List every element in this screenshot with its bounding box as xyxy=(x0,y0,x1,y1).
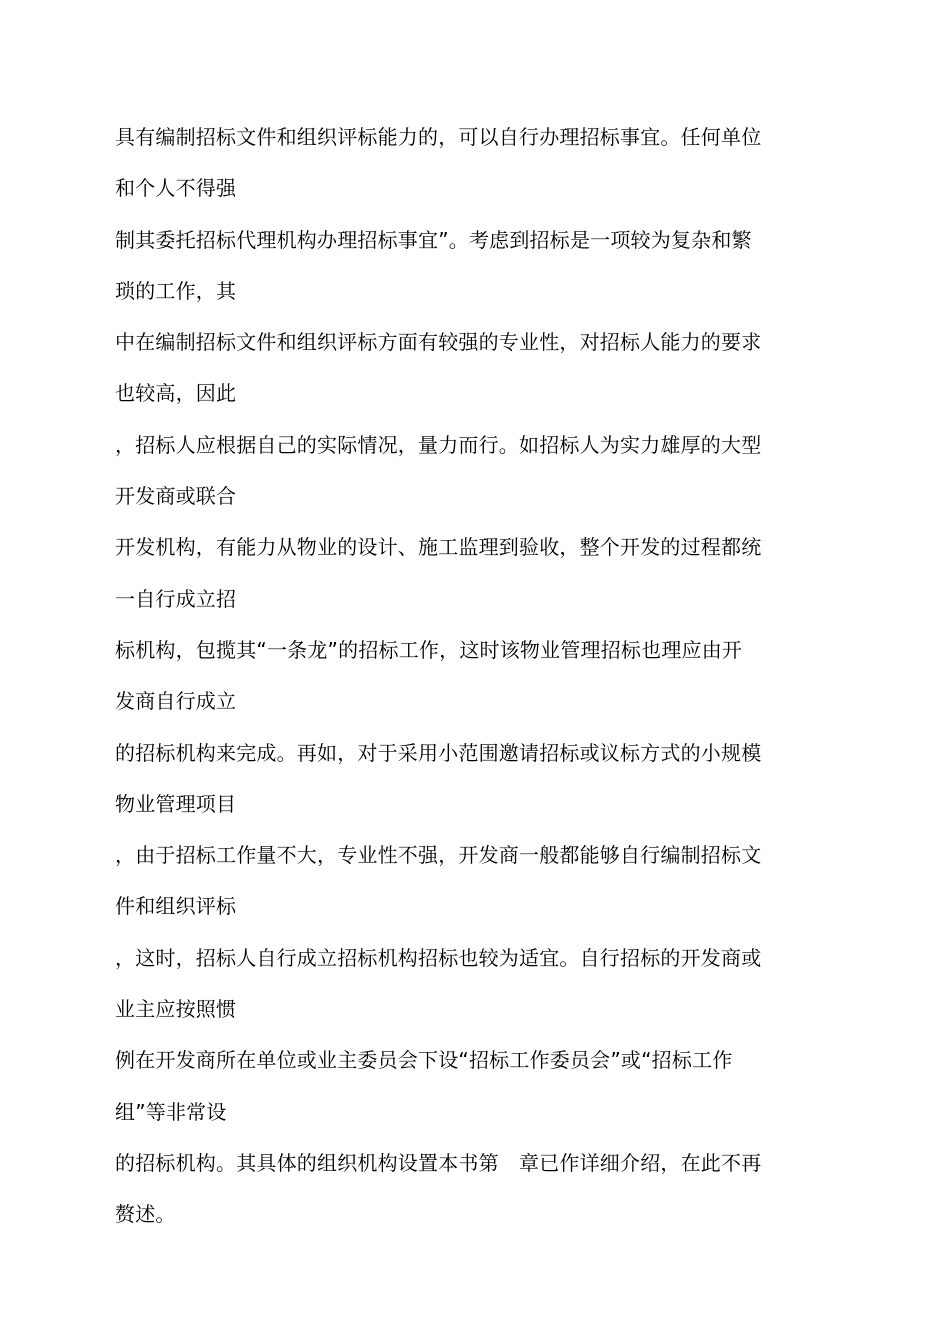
text-line: ，这时，招标人自行成立招标机构招标也较为适宜。自行招标的开发商或 xyxy=(115,945,762,970)
text-line: 一自行成立招 xyxy=(115,586,237,611)
text-line: 制其委托招标代理机构办理招标事宜”。考虑到招标是一项较为复杂和繁 xyxy=(115,227,752,252)
text-line: 件和组织评标 xyxy=(115,894,237,919)
text-line: 和个人不得强 xyxy=(115,176,237,201)
body-text xyxy=(115,118,835,1247)
text-line: 发商自行成立 xyxy=(115,689,237,714)
text-line: 开发机构，有能力从物业的设计、施工监理到验收，整个开发的过程都统 xyxy=(115,535,762,560)
text-line: 的招标机构。其具体的组织机构设置本书第 章已作详细介绍，在此不再 xyxy=(115,1150,762,1175)
text-line: 业主应按照惯 xyxy=(115,997,237,1022)
text-line: ，招标人应根据自己的实际情况，量力而行。如招标人为实力雄厚的大型 xyxy=(115,432,762,457)
text-line: 组”等非常设 xyxy=(115,1099,227,1124)
text-line: 琐的工作，其 xyxy=(115,278,237,303)
text-line: 标机构，包揽其“一条龙”的招标工作，这时该物业管理招标也理应由开 xyxy=(115,637,743,662)
text-line: ，由于招标工作量不大，专业性不强，开发商一般都能够自行编制招标文 xyxy=(115,843,762,868)
text-line: 也较高，因此 xyxy=(115,381,237,406)
text-line: 的招标机构来完成。再如，对于采用小范围邀请招标或议标方式的小规模 xyxy=(115,740,762,765)
text-line: 具有编制招标文件和组织评标能力的，可以自行办理招标事宜。任何单位 xyxy=(115,125,762,149)
text-line: 物业管理项目 xyxy=(115,791,237,816)
text-line: 赘述。 xyxy=(115,1202,176,1227)
text-line: 中在编制招标文件和组织评标方面有较强的专业性，对招标人能力的要求 xyxy=(115,330,762,355)
text-line: 开发商或联合 xyxy=(115,484,237,509)
text-line: 例在开发商所在单位或业主委员会下设“招标工作委员会”或“招标工作 xyxy=(115,1048,733,1073)
